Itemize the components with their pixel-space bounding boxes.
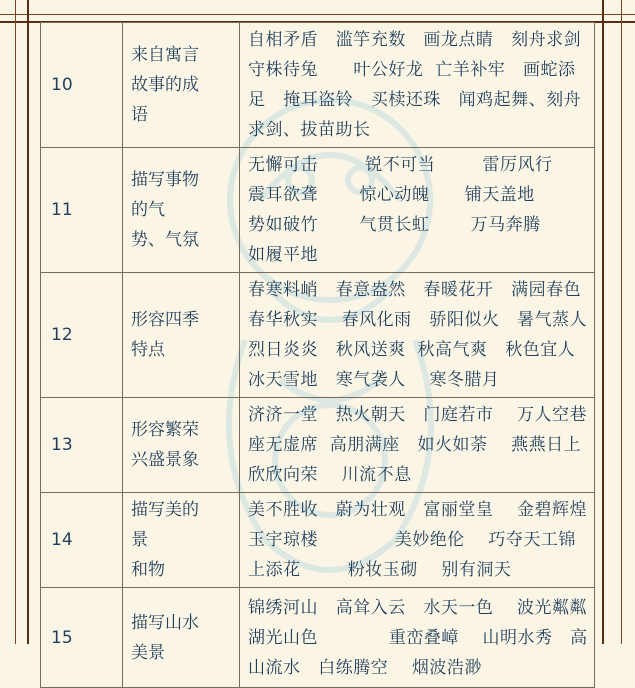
row-number: 10 bbox=[41, 23, 123, 148]
page-border-top bbox=[0, 0, 635, 23]
table-row bbox=[41, 493, 595, 588]
row-idioms: 自相矛盾 滥竽充数 画龙点睛 刻舟求剑 守株待兔 叶公好龙 亡羊补牢 画蛇添足 掩耳盗铃 买椟还珠 闻鸡起舞、刻舟求剑、拔苗助长 bbox=[240, 23, 595, 148]
row-category: 形容四季 特点 bbox=[123, 273, 240, 398]
row-number: 12 bbox=[41, 273, 123, 398]
row-number: 15 bbox=[41, 588, 123, 688]
table-row bbox=[41, 588, 595, 688]
row-category: 描写美的 景 和物 bbox=[123, 493, 240, 588]
table-row bbox=[41, 23, 595, 148]
row-idioms: 春寒料峭 春意盎然 春暖花开 满园春色 春华秋实 春风化雨 骄阳似火 暑气蒸人 烈日炎炎 秋风送爽 秋高气爽 秋色宜人 冰天雪地 寒气袭人 寒冬腊月 bbox=[240, 273, 595, 398]
table-row bbox=[41, 273, 595, 398]
row-idioms: 无懈可击 锐不可当 雷厉风行 震耳欲聋 惊心动魄 铺天盖地 势如破竹 气贯长虹 万马奔腾 如履平地 bbox=[240, 148, 595, 273]
row-idioms: 美不胜收 蔚为壮观 富丽堂皇 金碧辉煌 玉宇琼楼 美妙绝伦 巧夺天工锦上添花 粉妆玉砌 别有洞天 bbox=[240, 493, 595, 588]
row-category: 描写山水 美景 bbox=[123, 588, 240, 688]
row-number: 13 bbox=[41, 398, 123, 493]
table-row bbox=[41, 398, 595, 493]
row-idioms: 济济一堂 热火朝天 门庭若市 万人空巷 座无虚席 高朋满座 如火如荼 燕燕日上 欣欣向荣 川流不息 bbox=[240, 398, 595, 493]
row-category: 描写事物 的气 势、气氛 bbox=[123, 148, 240, 273]
page-border-left bbox=[0, 0, 29, 644]
row-category: 形容繁荣 兴盛景象 bbox=[123, 398, 240, 493]
row-idioms: 锦绣河山 高耸入云 水天一色 波光粼粼 湖光山色 重峦叠嶂 山明水秀 高山流水 白练腾空 烟波浩渺 bbox=[240, 588, 595, 688]
row-number: 14 bbox=[41, 493, 123, 588]
row-category: 来自寓言 故事的成 语 bbox=[123, 23, 240, 148]
page-border-right bbox=[602, 0, 635, 644]
row-number: 11 bbox=[41, 148, 123, 273]
idiom-table bbox=[40, 22, 611, 688]
table-row bbox=[41, 148, 595, 273]
